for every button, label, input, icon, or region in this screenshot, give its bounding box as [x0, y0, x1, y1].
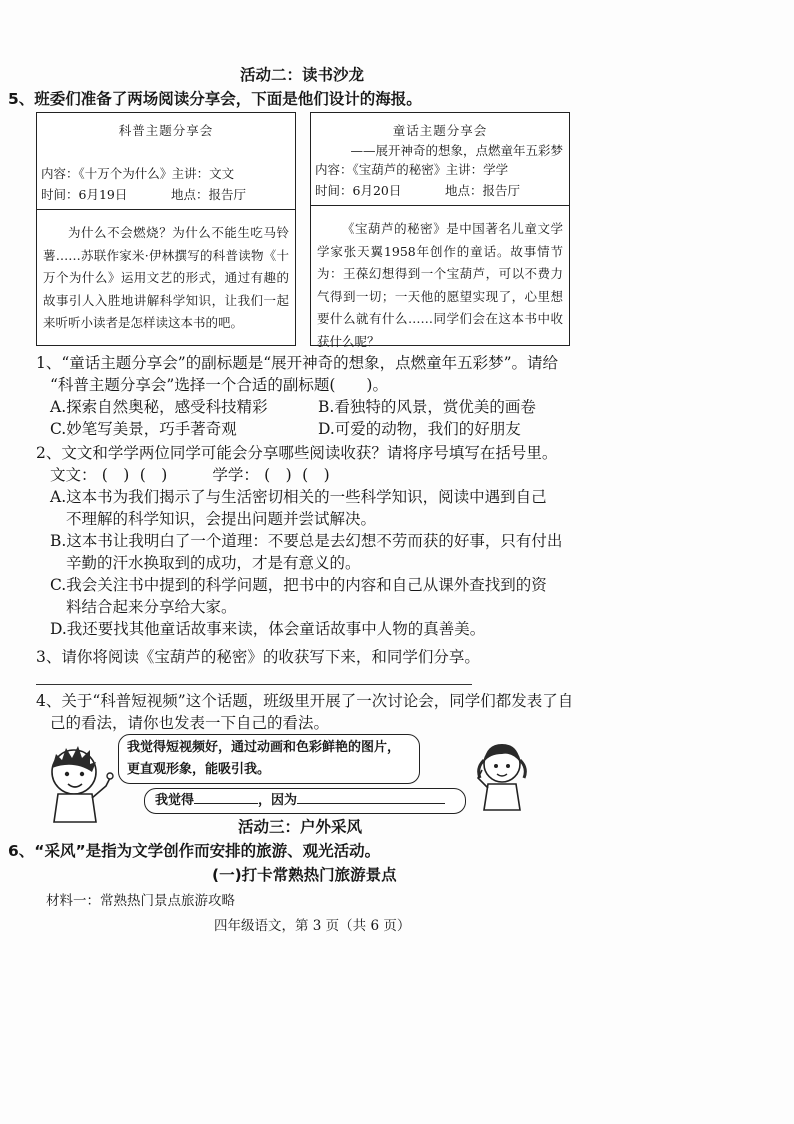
poster-science-title: 科普主题分享会 [118, 123, 214, 138]
q4-line2: 己的看法，请你也发表一下自己的看法。 [50, 714, 330, 732]
activity3-title: 活动三：户外采风 [238, 818, 363, 836]
q2-option-c-line1: C.我会关注书中提到的科学问题，把书中的内容和自己从课外查找到的资 [50, 576, 547, 594]
bubble1-line2: 更直观形象，能吸引我。 [127, 762, 271, 777]
q2-wenwen-label: 文文： [50, 466, 97, 484]
bubble2-part2: ，因为 [258, 793, 298, 808]
poster-fairy-subtitle: ——展开神奇的想象，点燃童年五彩梦 [350, 143, 563, 158]
reason-blank[interactable] [297, 789, 445, 804]
poster-science-place: 地点：报告厅 [171, 187, 247, 202]
xuexue-answer-2[interactable]: ( ) [302, 466, 330, 484]
page-footer: 四年级语文，第 3 页（共 6 页） [214, 918, 411, 934]
activity2-title: 活动二：读书沙龙 [240, 66, 365, 84]
poster-science-time: 时间：6月19日 [41, 187, 128, 202]
q2-line1: 2、文文和学学两位同学可能会分享哪些阅读收获？请将序号填写在括号里。 [36, 444, 558, 462]
poster-fairy-time: 时间：6月20日 [315, 183, 402, 198]
question-2 [36, 442, 586, 640]
q2-xuexue-label: 学学： [212, 466, 259, 484]
poster-science [36, 112, 296, 346]
q1-line1: 1、“童话主题分享会”的副标题是“展开神奇的想象，点燃童年五彩梦”。请给 [36, 354, 559, 372]
q2-option-c-line2: 料结合起来分享给大家。 [66, 598, 237, 616]
q1-option-a: A.探索自然奥秘，感受科技精彩 [50, 398, 268, 416]
q3-answer-line[interactable] [36, 684, 472, 685]
q2-option-b-line2: 辛勤的汗水换取到的成功，才是有意义的。 [66, 554, 361, 572]
poster-fairy-title: 童话主题分享会 [392, 123, 488, 138]
poster-fairy-speaker: 主讲：学学 [445, 162, 509, 177]
q2-answer-row [36, 464, 586, 486]
boy-illustration [34, 738, 120, 824]
section1-title: (一)打卡常熟热门旅游景点 [212, 866, 397, 884]
question-1 [36, 352, 586, 440]
q2-option-b-line1: B.这本书让我明白了一个道理：不要总是去幻想不劳而获的好事，只有付出 [50, 532, 563, 550]
q1-option-d: D.可爱的动物，我们的好朋友 [318, 420, 521, 438]
q2-option-a-line1: A.这本书为我们揭示了与生活密切相关的一些科学知识，阅读中遇到自己 [50, 488, 547, 506]
speech-bubble-2 [144, 788, 466, 814]
q6-label: 6、“采风”是指为文学创作而安排的旅游、观光活动。 [8, 842, 381, 860]
q1-option-b: B.看独特的风景，赏优美的画卷 [318, 398, 536, 416]
opinion-blank[interactable] [194, 789, 258, 804]
girl-illustration [472, 738, 536, 812]
bubble2-part1: 我觉得 [155, 793, 195, 808]
q1-option-c: C.妙笔写美景，巧手著奇观 [50, 420, 237, 438]
poster-fairy [310, 112, 570, 349]
q4-line1: 4、关于“科普短视频”这个话题，班级里开展了一次讨论会，同学们都发表了自 [36, 692, 574, 710]
q2-option-d: D.我还要找其他童话故事来读，体会童话故事中人物的真善美。 [50, 620, 486, 638]
poster-science-content: 内容：《十万个为什么》 [41, 166, 173, 181]
xuexue-answer-1[interactable]: ( ) [264, 466, 292, 484]
q1-line2: “科普主题分享会”选择一个合适的副标题( )。 [50, 376, 388, 394]
q5-label: 5、班委们准备了两场阅读分享会，下面是他们设计的海报。 [8, 90, 422, 108]
poster-science-body: 为什么不会燃烧？为什么不能生吃马铃薯……苏联作家米·伊林撰写的科普读物《十万个为什么》运用文艺的形式，通过有趣的故事引人入胜地讲解科学知识，让我们一起来听听小读者是怎样读这本书的吧。 [43, 225, 289, 330]
poster-fairy-body: 《宝葫芦的秘密》是中国著名儿童文学学家张天翼1958年创作的童话。故事情节为：王葆幻想得到一个宝葫芦，可以不费力气得到一切；一天他的愿望实现了，心里想要什么就有什么……同学们会在这本书中收获什么呢？ [317, 221, 563, 349]
bubble1-line1: 我觉得短视频好，通过动画和色彩鲜艳的图片， [127, 740, 401, 755]
speech-bubble-1 [118, 734, 420, 784]
poster-fairy-content: 内容：《宝葫芦的秘密》 [315, 162, 447, 177]
question-3: 3、请你将阅读《宝葫芦的秘密》的收获写下来，和同学们分享。 [36, 648, 480, 666]
question-4 [36, 690, 586, 734]
material1-label: 材料一：常熟热门景点旅游攻略 [46, 893, 235, 909]
wenwen-answer-2[interactable]: ( ) [139, 466, 168, 484]
poster-science-speaker: 主讲：文文 [171, 166, 235, 181]
q2-option-a-line2: 不理解的科学知识，会提出问题并尝试解决。 [66, 510, 377, 528]
wenwen-answer-1[interactable]: ( ) [101, 466, 130, 484]
poster-fairy-place: 地点：报告厅 [445, 183, 521, 198]
